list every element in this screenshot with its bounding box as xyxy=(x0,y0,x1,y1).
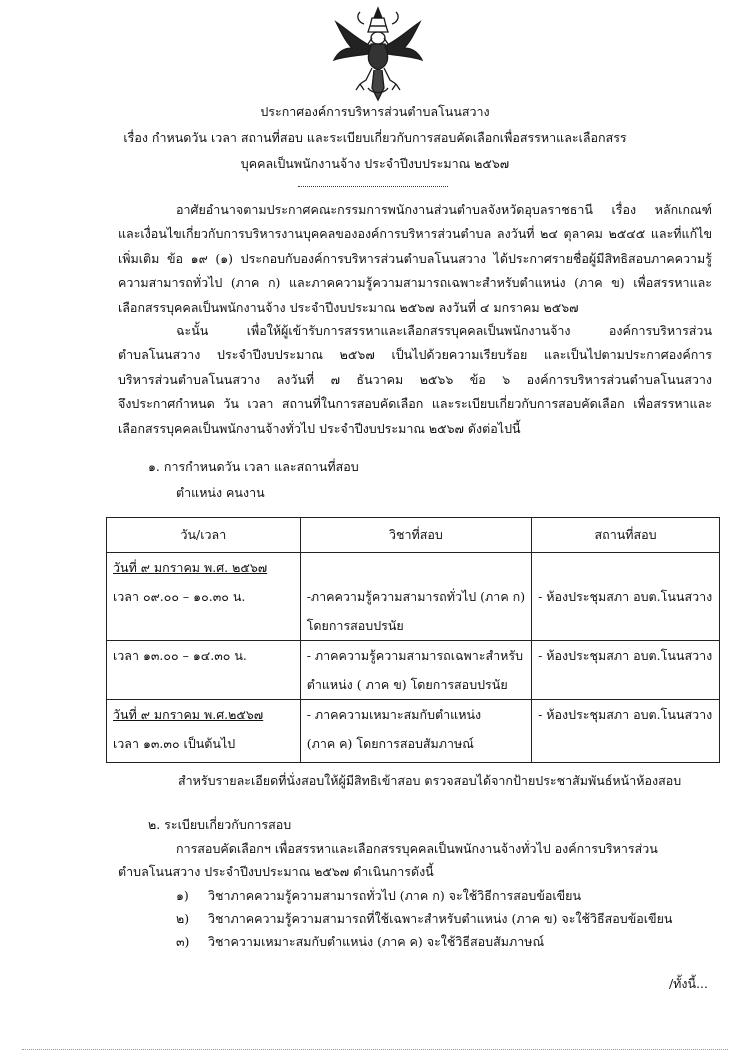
column-header-datetime: วัน/เวลา xyxy=(107,518,301,553)
location-cell xyxy=(532,700,720,763)
position-label: ตำแหน่ง คนงาน xyxy=(176,485,265,500)
subject-line-2: บุคคลเป็นพนักงานจ้าง ประจำปีงบประมาณ ๒๕๖๗ xyxy=(240,156,510,171)
subject-line: โดยการสอบปรนัย xyxy=(306,618,404,633)
subject-cell xyxy=(300,641,531,700)
table-row xyxy=(107,641,720,700)
paragraph-line: และเงื่อนไขเกี่ยวกับการบริหารงานบุคคลขององค์การบริหารส่วนตำบล ลงวันที่ ๒๔ ตุลาคม ๒๕๔๕ และที่แก้ไข xyxy=(118,226,712,242)
page-bottom-rule xyxy=(22,1049,728,1050)
subject-line: (ภาค ค) โดยการสอบสัมภาษณ์ xyxy=(306,736,474,751)
table-row xyxy=(107,553,720,641)
section-2-intro-line-2: ตำบลโนนสวาง ประจำปีงบประมาณ ๒๕๖๗ ดำเนินการดังนี้ xyxy=(118,864,434,879)
list-item-number: ๒) xyxy=(176,911,190,926)
subject-line: ตำแหน่ง ( ภาค ข) โดยการสอบปรนัย xyxy=(306,677,508,692)
table-row xyxy=(107,700,720,763)
section-2-intro-line-1: การสอบคัดเลือกฯ เพื่อสรรหาและเลือกสรรบุคคลเป็นพนักงานจ้างทั่วไป องค์การบริหารส่วน xyxy=(176,841,658,856)
paragraph-line: ความสามารถทั่วไป (ภาค ก) และภาคความรู้ความสามารถเฉพาะสำหรับตำแหน่ง (ภาค ข) เพื่อสรรหาและ xyxy=(118,275,712,291)
paragraph-purpose xyxy=(118,319,712,441)
list-item: วิชาภาคความรู้ความสามารถที่ใช้เฉพาะสำหรับตำแหน่ง (ภาค ข) จะใช้วิธีสอบข้อเขียน xyxy=(208,911,673,926)
dotted-divider xyxy=(298,186,448,187)
seat-note: สำหรับรายละเอียดที่นั่งสอบให้ผู้มีสิทธิเข้าสอบ ตรวจสอบได้จากป้ายประชาสัมพันธ์หน้าห้องสอบ xyxy=(178,773,682,788)
exam-date: วันที่ ๙ มกราคม พ.ศ. ๒๕๖๗ xyxy=(113,560,268,575)
subject-line: - ภาคความเหมาะสมกับตำแหน่ง xyxy=(306,707,482,722)
paragraph-line: เพิ่มเติม ข้อ ๑๙ (๑) ประกอบกับองค์การบริหารส่วนตำบลโนนสวาง ได้ประกาศรายชื่อผู้มีสิทธิสอบภาคความรู้ xyxy=(118,250,712,266)
exam-time: เวลา ๑๓.๓๐ เป็นต้นไป xyxy=(113,736,236,751)
paragraph-line: อาศัยอำนาจตามประกาศคณะกรรมการพนักงานส่วนตำบลจังหวัดอุบลราชธานี เรื่อง หลักเกณฑ์ xyxy=(176,202,712,217)
paragraph-line: บริหารส่วนตำบลโนนสวาง ลงวันที่ ๗ ธันวาคม ๒๕๖๖ ข้อ ๖ องค์การบริหารส่วนตำบลโนนสวาง xyxy=(118,371,712,387)
paragraph-line: เลือกสรรบุคคลเป็นพนักงานจ้าง ประจำปีงบประมาณ ๒๕๖๗ ลงวันที่ ๔ มกราคม ๒๕๖๗ xyxy=(118,299,579,315)
location-text: - ห้องประชุมสภา อบต.โนนสวาง xyxy=(538,589,713,604)
paragraph-line: จึงประกาศกำหนด วัน เวลา สถานที่ในการสอบคัดเลือก และระเบียบเกี่ยวกับการสอบคัดเลือก เพื่อสรรหาและ xyxy=(118,396,712,412)
exam-date: วันที่ ๙ มกราคม พ.ศ.๒๕๖๗ xyxy=(113,707,264,722)
paragraph-authority xyxy=(118,198,712,320)
datetime-cell xyxy=(107,641,301,700)
section-2-heading: ๒. ระเบียบเกี่ยวกับการสอบ xyxy=(148,817,292,832)
column-header-subject: วิชาที่สอบ xyxy=(300,518,531,553)
list-item: วิชาความเหมาะสมกับตำแหน่ง (ภาค ค) จะใช้วิธีสอบสัมภาษณ์ xyxy=(208,934,545,949)
subject-cell xyxy=(300,700,531,763)
paragraph-line: ตำบลโนนสวาง ประจำปีงบประมาณ ๒๕๖๗ เป็นไปด้วยความเรียบร้อย และเป็นไปตามประกาศองค์การ xyxy=(118,347,712,363)
location-text: - ห้องประชุมสภา อบต.โนนสวาง xyxy=(538,707,713,722)
subject-line: -ภาคความรู้ความสามารถทั่วไป (ภาค ก) xyxy=(306,589,526,604)
subject-cell xyxy=(300,553,531,641)
paragraph-line: ฉะนั้น เพื่อให้ผู้เข้ารับการสรรหาและเลือกสรรบุคคลเป็นพนักงานจ้าง องค์การบริหารส่วน xyxy=(176,323,712,338)
subject-line-1: เรื่อง กำหนดวัน เวลา สถานที่สอบ และระเบียบเกี่ยวกับการสอบคัดเลือกเพื่อสรรหาและเลือกสรร xyxy=(123,130,627,145)
subject-line: - ภาคความรู้ความสามารถเฉพาะสำหรับ xyxy=(306,648,523,663)
table-header-row xyxy=(107,518,720,553)
exam-time: เวลา ๑๓.๐๐ – ๑๔.๓๐ น. xyxy=(113,648,247,663)
list-item-number: ๓) xyxy=(176,934,190,949)
location-cell xyxy=(532,641,720,700)
garuda-emblem-icon xyxy=(328,4,428,104)
announcement-title: ประกาศองค์การบริหารส่วนตำบลโนนสวาง xyxy=(260,104,490,119)
datetime-cell xyxy=(107,553,301,641)
column-header-location: สถานที่สอบ xyxy=(532,518,720,553)
section-1-heading: ๑. การกำหนดวัน เวลา และสถานที่สอบ xyxy=(148,459,359,474)
location-text: - ห้องประชุมสภา อบต.โนนสวาง xyxy=(538,648,713,663)
exam-schedule-table xyxy=(106,517,720,763)
paragraph-line: เลือกสรรบุคคลเป็นพนักงานจ้างทั่วไป ประจำปีงบประมาณ ๒๕๖๗ ดังต่อไปนี้ xyxy=(118,420,521,436)
continuation-note: /ทั้งนี้... xyxy=(668,976,708,991)
location-cell xyxy=(532,553,720,641)
exam-time: เวลา ๐๙.๐๐ – ๑๐.๓๐ น. xyxy=(113,589,246,604)
list-item-number: ๑) xyxy=(176,888,189,903)
datetime-cell xyxy=(107,700,301,763)
list-item: วิชาภาคความรู้ความสามารถทั่วไป (ภาค ก) จะใช้วิธีการสอบข้อเขียน xyxy=(208,888,582,903)
